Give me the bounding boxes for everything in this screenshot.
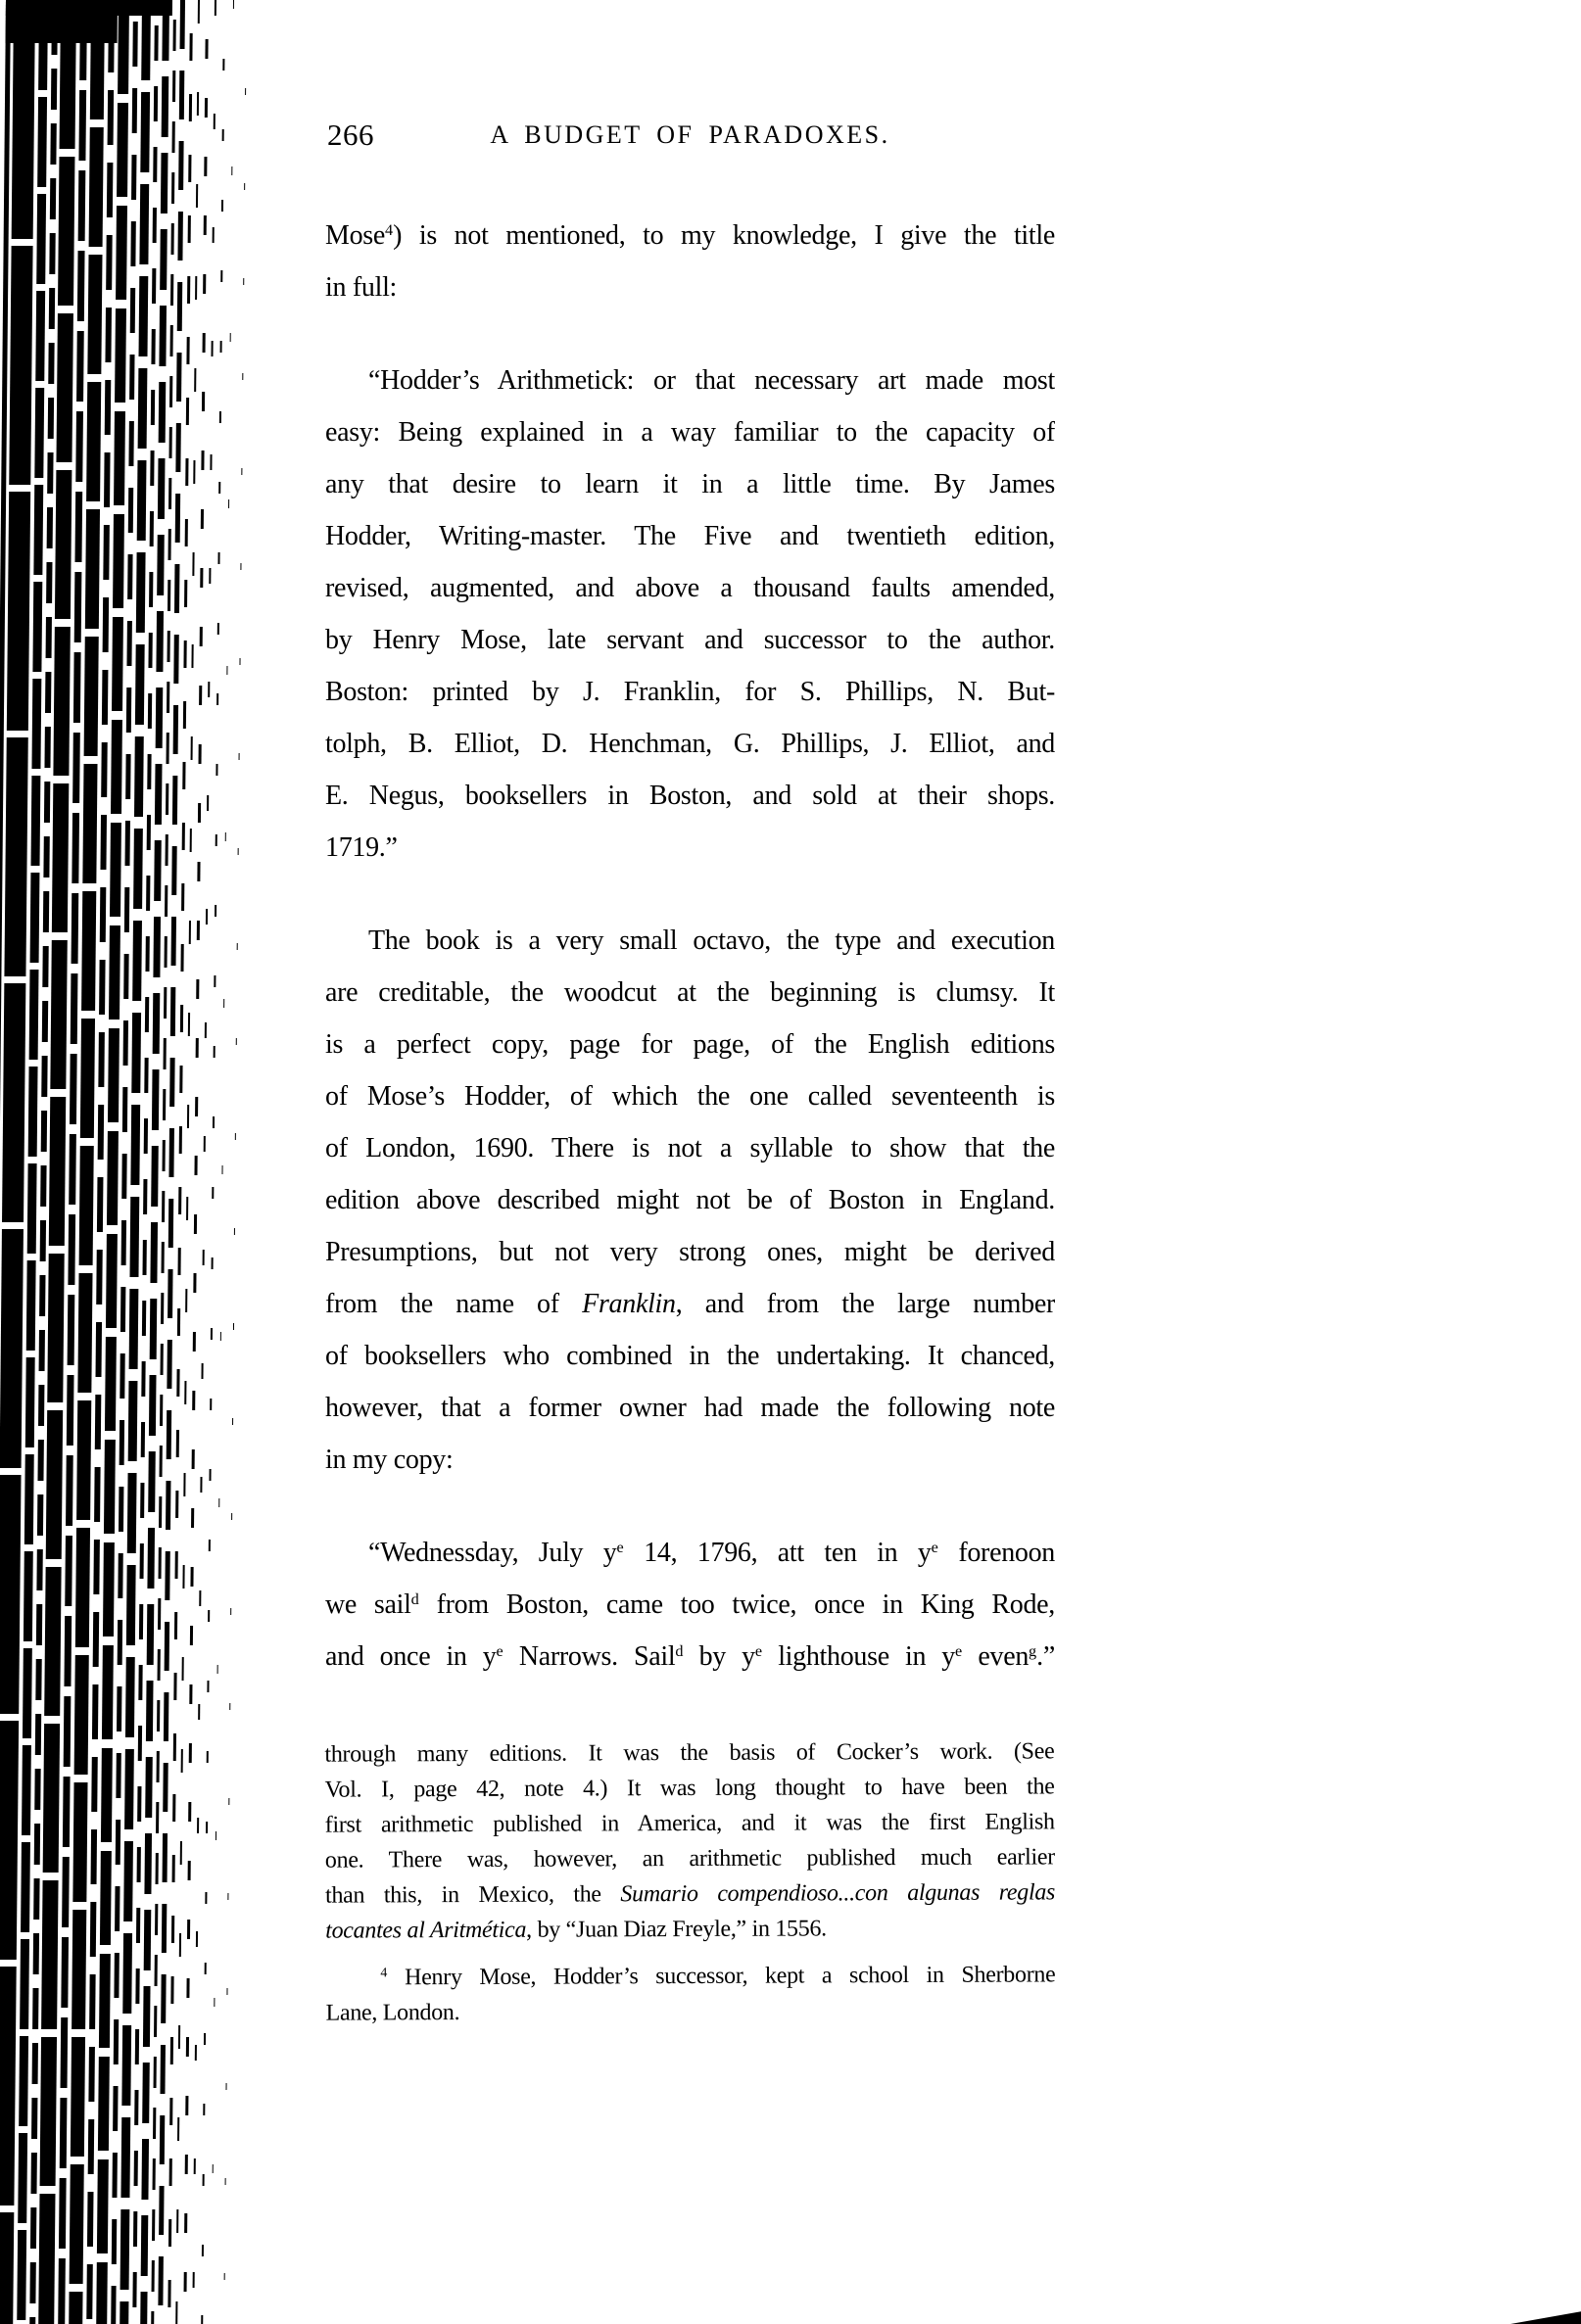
book-gutter-scan [0,0,294,2324]
italic-text: tocantes al Aritmética [325,1917,527,1944]
text-line [325,406,1055,458]
paragraph [325,915,1055,1486]
text-segment: Vol. I, page 42, note 4.) It was long thought to have been the [324,1774,1055,1803]
text-line [325,1226,1055,1278]
body-text [325,210,1055,1683]
text-segment: by Henry Mose, late servant and successor to the author. [325,625,1055,655]
text-segment: any that desire to learn it in a little time. By James [325,469,1055,499]
text-segment: from the name of [325,1289,583,1319]
page-number: 266 [327,118,374,152]
text-segment: of Mose’s Hodder, of which the one called seventeenth is [325,1081,1055,1112]
gutter-streak [223,0,247,2324]
text-line [325,614,1055,666]
text-line [325,822,1055,874]
superscript: e [496,1642,503,1661]
text-line [324,1733,1054,1772]
text-line [325,1070,1055,1122]
text-segment: “Hodder’s Arithmetick: or that necessary art made most [368,365,1055,396]
paragraph [325,1527,1055,1683]
page-content [325,0,1055,2029]
text-line [325,562,1055,614]
text-segment: E. Negus, booksellers in Boston, and sold at their shops. [325,781,1055,811]
text-line [325,261,1055,313]
text-line [325,1122,1055,1174]
text-segment: revised, augmented, and above a thousand faults amended, [325,573,1055,603]
text-segment: of booksellers who combined in the undertaking. It chanced, [325,1341,1055,1371]
text-segment: is a perfect copy, page for page, of the English editions [325,1029,1055,1060]
text-line [325,1278,1055,1330]
text-segment: 1719.” [325,832,398,863]
text-segment: Hodder, Writing-master. The Five and twentieth edition, [325,521,1055,551]
superscript: e [754,1642,763,1661]
text-line [325,1019,1055,1070]
running-title: A BUDGET OF PARADOXES. [490,120,890,149]
text-line [325,915,1055,967]
text-segment: , and from the large number [675,1289,1055,1319]
text-segment: first arithmetic published in America, and it was the first English [324,1809,1055,1838]
text-segment: Presumptions, but not very strong ones, might be derived [325,1237,1055,1267]
text-segment: and once in y [325,1641,497,1672]
text-line [325,1434,1055,1486]
superscript: e [616,1539,624,1557]
superscript: d [410,1590,419,1609]
text-line [325,666,1055,718]
text-segment: one. There was, however, an arithmetic published much earlier [324,1844,1055,1873]
text-line [325,1874,1055,1913]
text-line [325,210,1055,261]
text-segment: even [962,1641,1030,1672]
text-line [325,510,1055,562]
text-line [326,1992,1056,2030]
paragraph [325,210,1055,313]
superscript: e [931,1539,938,1557]
text-segment: however, that a former owner had made the following note [325,1393,1055,1423]
italic-text: Franklin [582,1289,676,1319]
italic-text: Sumario compendioso...con algunas reglas [620,1879,1056,1908]
paragraph [324,1733,1055,1948]
text-segment: through many editions. It was the basis of Cocker’s work. (See [324,1738,1055,1768]
text-line [325,1631,1055,1683]
superscript: d [675,1642,684,1661]
text-segment: Henry Mose, Hodder’s successor, kept a school in Sherborne [387,1962,1056,1991]
text-segment: forenoon [937,1538,1055,1568]
superscript: g [1029,1642,1037,1661]
superscript: 4 [380,1966,388,1981]
text-segment: ) is not mentioned, to my knowledge, I give the title [393,220,1055,251]
paragraph [325,355,1055,874]
text-segment: Lane, London. [325,2000,460,2026]
text-segment: The book is a very small octavo, the type and execution [368,925,1055,956]
text-line [325,1769,1055,1807]
text-segment: Narrows. Sail [503,1641,676,1672]
text-segment: in my copy: [325,1445,454,1475]
text-line [325,967,1055,1019]
superscript: e [955,1642,963,1661]
text-line [325,770,1055,822]
text-line [325,355,1055,406]
text-segment: lighthouse in y [762,1641,956,1672]
text-segment: .” [1036,1641,1055,1672]
text-segment: Mose [325,220,386,251]
text-segment: tolph, B. Elliot, D. Henchman, G. Phillips, J. Elliot, and [325,729,1055,759]
text-line [325,458,1055,510]
text-segment: , by “Juan Diaz Freyle,” in 1556. [526,1916,827,1943]
text-line [325,1527,1055,1579]
text-line [325,1839,1055,1877]
text-line [325,1910,1055,1948]
text-segment: we sail [325,1589,411,1620]
text-segment: edition above described might not be of Boston in England. [325,1185,1055,1215]
text-segment: from Boston, came too twice, once in King Rode, [418,1589,1055,1620]
text-segment: of London, 1690. There is not a syllable to show that the [325,1133,1055,1163]
text-segment: than this, in Mexico, the [324,1881,621,1909]
text-segment: are creditable, the woodcut at the beginning is clumsy. It [325,977,1055,1008]
text-line [325,718,1055,770]
text-segment: Boston: printed by J. Franklin, for S. Phillips, N. But- [325,677,1055,707]
footnotes-block [324,1733,1055,2030]
scan-corner-artifact [1510,2308,1581,2324]
text-line [325,1957,1055,1995]
text-line [325,1804,1055,1842]
gutter-streak [211,0,234,2324]
text-line [325,1330,1055,1382]
text-line [325,1579,1055,1631]
text-segment: by y [683,1641,755,1672]
text-segment: “Wednessday, July y [368,1538,617,1568]
text-segment: easy: Being explained in a way familiar to the capacity of [325,417,1055,448]
text-line [325,1174,1055,1226]
text-line [325,1382,1055,1434]
page-header [325,116,1055,155]
text-segment: in full: [325,272,398,303]
text-segment: 14, 1796, att ten in y [623,1538,932,1568]
superscript: 4 [385,221,394,240]
paragraph [325,1957,1055,2030]
